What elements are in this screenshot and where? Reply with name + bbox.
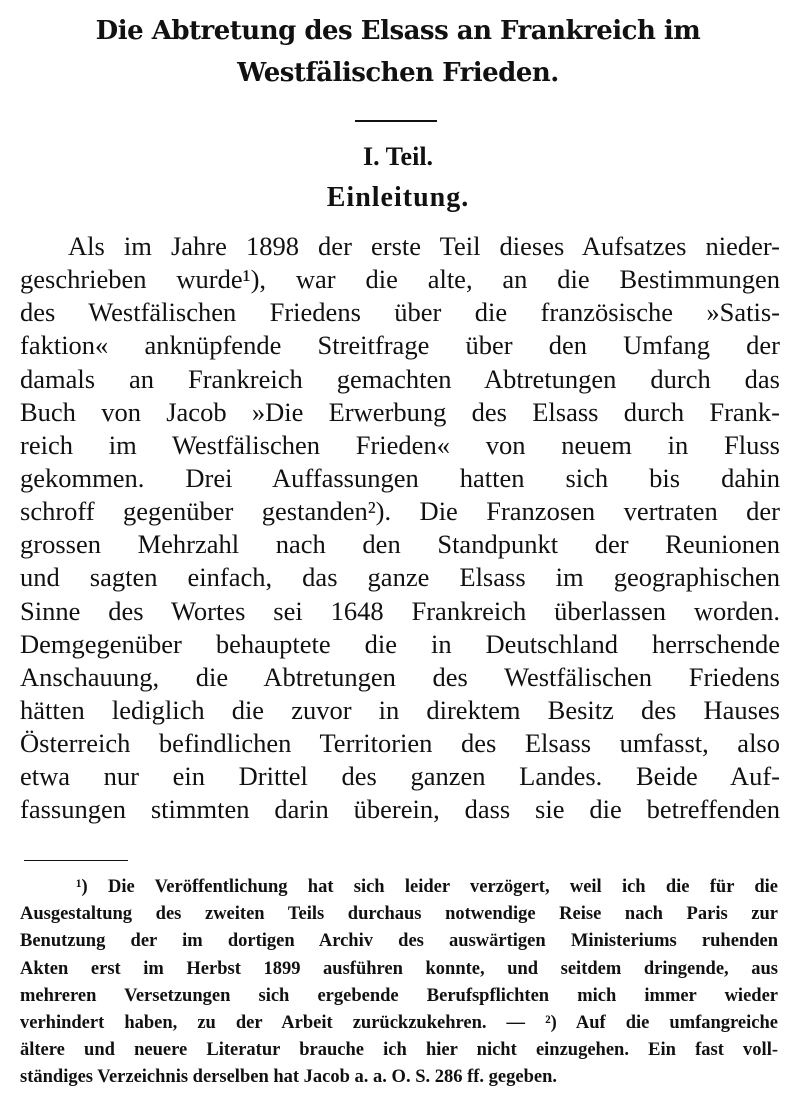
body-line: und sagten einfach, das ganze Elsass im geographischen bbox=[20, 562, 780, 593]
footnote-line: Ausgestaltung des zweiten Teils durchaus notwendige Reise nach Paris zur bbox=[20, 904, 778, 925]
body-line: etwa nur ein Drittel des ganzen Landes. Beide Auf- bbox=[20, 761, 780, 792]
body-line: geschrieben wurde¹), war die alte, an die Bestimmungen bbox=[20, 264, 780, 295]
body-line: damals an Frankreich gemachten Abtretungen durch das bbox=[20, 363, 780, 394]
footnote-line: mehreren Versetzungen sich ergebende Berufspflichten mich immer wieder bbox=[20, 985, 778, 1006]
body-line: Buch von Jacob »Die Erwerbung des Elsass durch Frank- bbox=[20, 396, 780, 427]
document-title-line-2: Westfälischen Frieden. bbox=[237, 58, 559, 88]
footnote-divider bbox=[24, 860, 128, 861]
body-line: faktion« anknüpfende Streitfrage über den Umfang der bbox=[20, 330, 780, 361]
body-line: gekommen. Drei Auffassungen hatten sich bis dahin bbox=[20, 462, 780, 493]
body-line: Österreich befindlichen Territorien des Elsass umfasst, also bbox=[20, 728, 780, 759]
footnote-line: ¹) Die Veröffentlichung hat sich leider verzögert, weil ich die für die bbox=[76, 877, 778, 897]
footnote-line: verhindert haben, zu der Arbeit zurückzukehren. — ²) Auf die umfangreiche bbox=[20, 1012, 778, 1033]
section-heading: Einleitung. bbox=[326, 182, 470, 213]
body-line: schroff gegenüber gestanden²). Die Franzosen vertraten der bbox=[20, 496, 780, 527]
body-line: hätten lediglich die zuvor in direktem Besitz des Hauses bbox=[20, 694, 780, 725]
body-line: Anschauung, die Abtretungen des Westfälischen Friedens bbox=[20, 661, 780, 692]
footnote-line: Benutzung der im dortigen Archiv des auswärtigen Ministeriums ruhenden bbox=[20, 931, 778, 952]
body-line: reich im Westfälischen Frieden« von neuem in Fluss bbox=[20, 429, 780, 460]
body-line: grossen Mehrzahl nach den Standpunkt der Reunionen bbox=[20, 529, 780, 560]
body-line: des Westfälischen Friedens über die französische »Satis- bbox=[20, 297, 780, 328]
body-line: Als im Jahre 1898 der erste Teil dieses Aufsatzes nieder- bbox=[68, 231, 780, 261]
footnote-line: ständiges Verzeichnis derselben hat Jacob a. a. O. S. 286 ff. gegeben. bbox=[20, 1067, 558, 1088]
body-text bbox=[20, 230, 780, 827]
body-line: Sinne des Wortes sei 1648 Frankreich überlassen worden. bbox=[20, 595, 780, 626]
body-line: Demgegenüber behauptete die in Deutschland herrschende bbox=[20, 628, 780, 659]
footnote-line: ältere und neuere Literatur brauche ich hier nicht einzugehen. Ein fast voll- bbox=[20, 1040, 778, 1061]
body-line: fassungen stimmten darin überein, dass sie die betreffenden bbox=[20, 794, 780, 825]
title-divider bbox=[355, 120, 437, 122]
footnote-line: Akten erst im Herbst 1899 ausführen konnte, und seitdem dringende, aus bbox=[20, 958, 778, 979]
part-heading: I. Teil. bbox=[362, 142, 434, 171]
document-title-line-1: Die Abtretung des Elsass an Frankreich im bbox=[95, 16, 701, 46]
footnotes bbox=[20, 874, 778, 1092]
